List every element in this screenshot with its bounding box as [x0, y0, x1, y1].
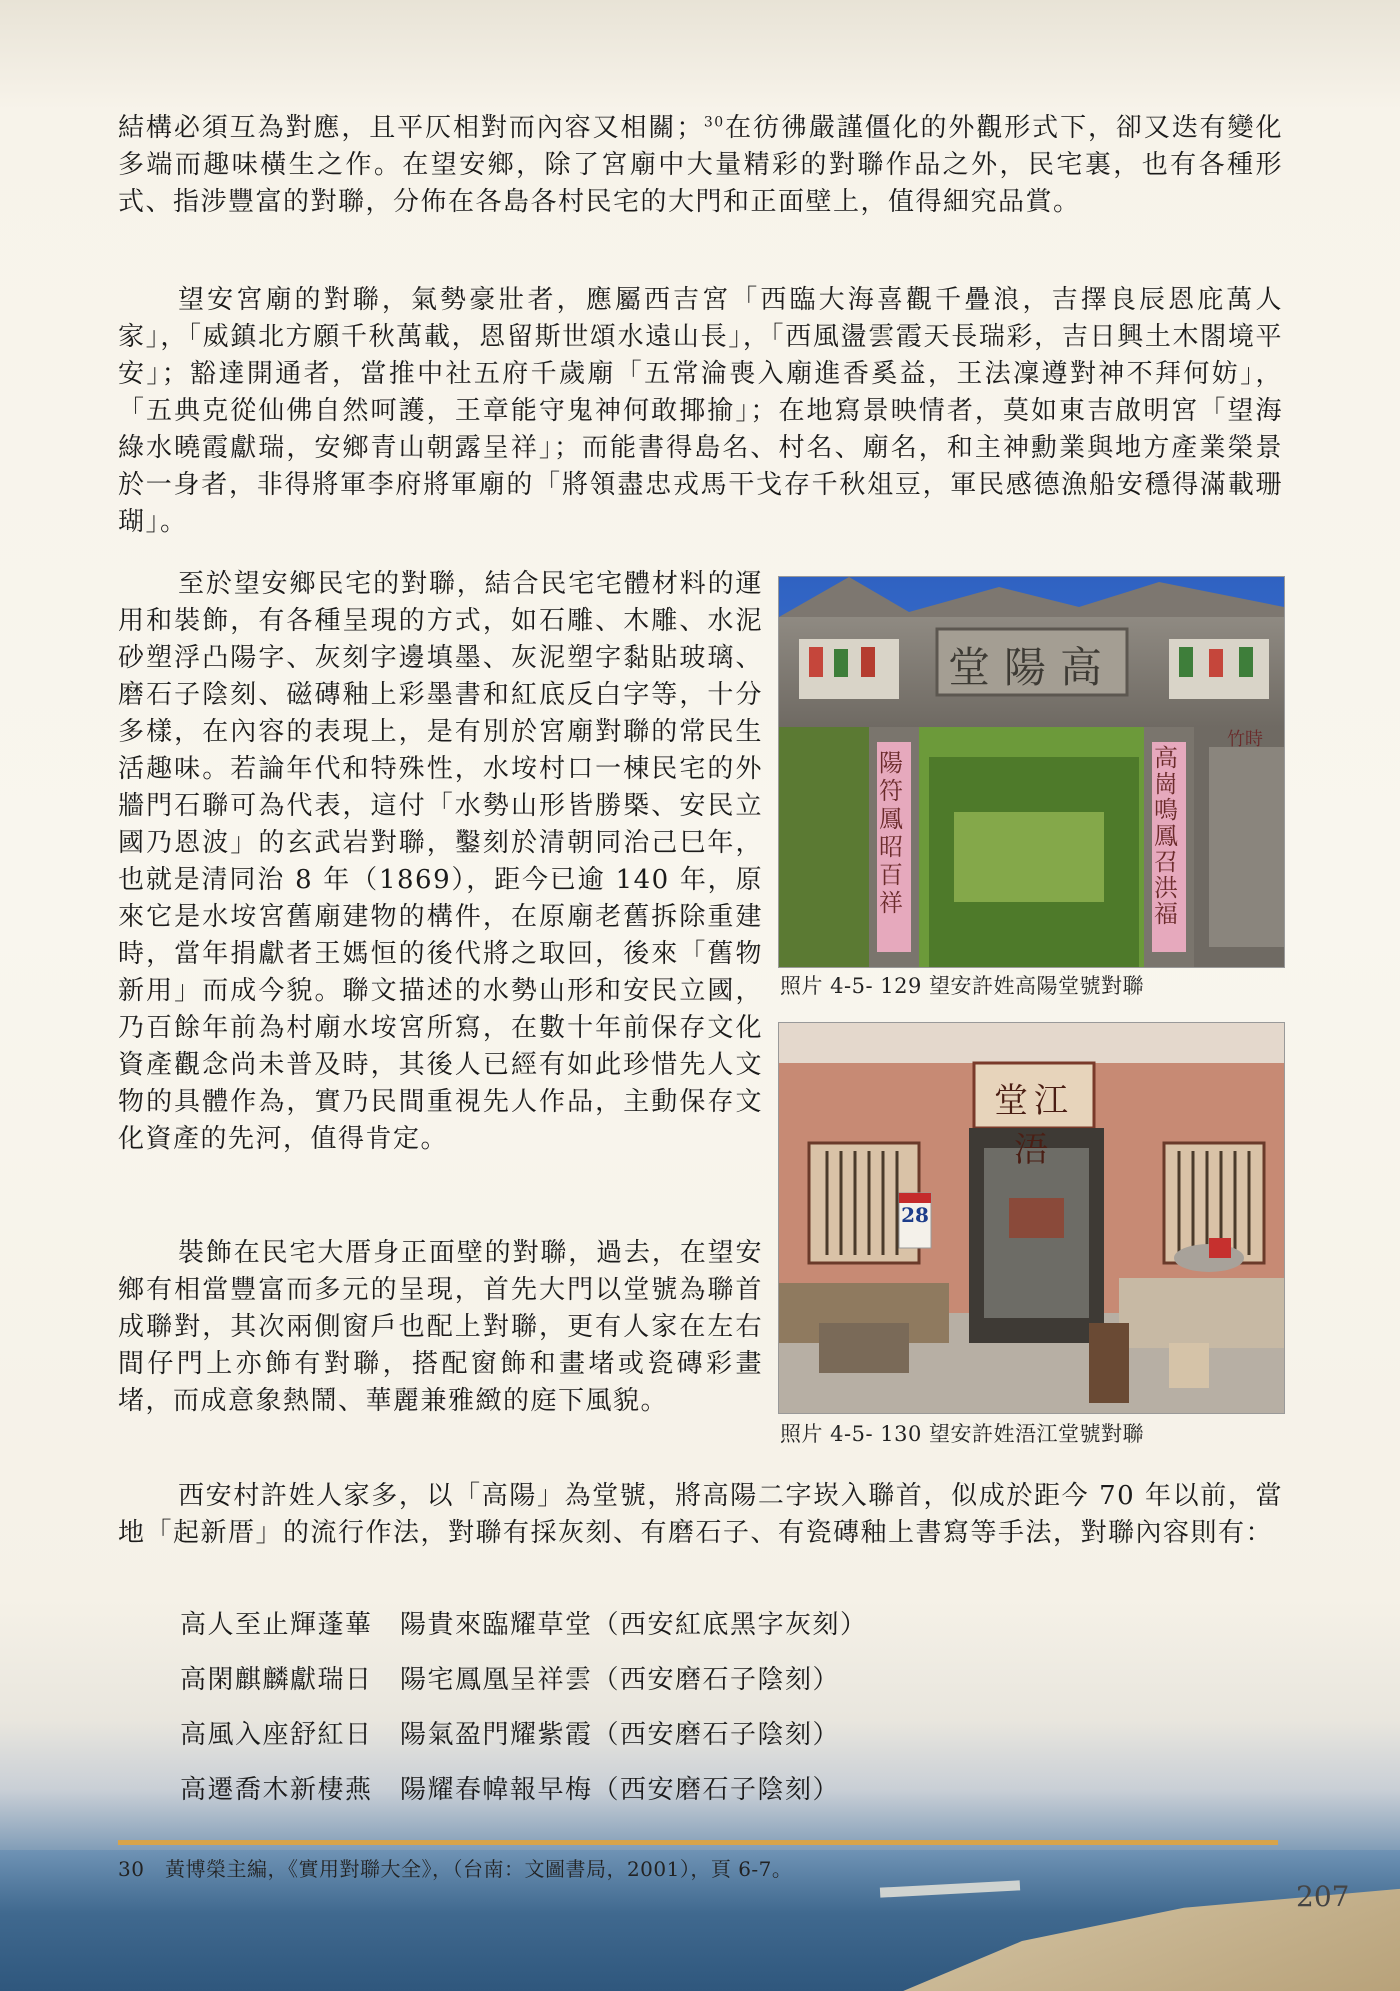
footnote-divider [118, 1840, 1278, 1845]
couplet-item: 高人至止輝蓬蓽 陽貴來臨耀草堂（西安紅底黑字灰刻） [180, 1610, 868, 1640]
couplet-item: 高閑麒麟獻瑞日 陽宅鳳凰呈祥雲（西安磨石子陰刻） [180, 1665, 841, 1695]
gate-left-couplet: 陽符鳳昭百祥 [879, 749, 903, 917]
photo-gaoyang-gate [778, 576, 1285, 968]
couplet-item: 高遷喬木新棲燕 陽耀春幃報早梅（西安磨石子陰刻） [180, 1775, 841, 1805]
calendar-day: 28 [901, 1203, 929, 1227]
page-number: 207 [1296, 1880, 1350, 1913]
paragraph-1-text: 結構必須互為對應，且平仄相對而內容又相關； [118, 113, 704, 143]
paragraph-3-text: 至於望安鄉民宅的對聯，結合民宅宅體材料的運用和裝飾，有各種呈現的方式，如石雕、木雕、水泥砂塑浮凸陽字、灰刻字邊填墨、灰泥塑字黏貼玻璃、磨石子陰刻、磁磚釉上彩墨書和紅底反白字等，十分多樣，在內容的表現上，是有別於宮廟對聯的常民生活趣味。若論年代和特殊性，水垵村口一棟民宅的外牆門石聯可為代表，這付「水勢山形皆勝槩、安民立國乃恩波」的玄武岩對聯，鑿刻於清朝同治己巳年，也就是清同治 8 年（1869），距今已逾 140 年，原來它是水垵宮舊廟建物的構件，在原廟老舊拆除重建時，當年捐獻者王媽恒的後代將之取回，後來「舊物新用」而成今貌。聯文描述的水勢山形和安民立國，乃百餘年前為村廟水垵宮所寫，在數十年前保存文化資產觀念尚未普及時，其後人已經有如此珍惜先人文物的具體作為，實乃民間重視先人作品，主動保存文化資產的先河，值得肯定。 [118, 569, 763, 1154]
couplet-list [180, 1604, 868, 1824]
paragraph-1 [118, 110, 1283, 221]
photo-1-caption: 照片 4-5- 129 望安許姓高陽堂號對聯 [780, 974, 1145, 998]
paragraph-4 [118, 1235, 763, 1420]
paragraph-2 [118, 282, 1283, 541]
photo-2-caption: 照片 4-5- 130 望安許姓浯江堂號對聯 [780, 1422, 1145, 1446]
paragraph-3 [118, 566, 763, 1158]
paragraph-5-text: 西安村許姓人家多，以「高陽」為堂號，將高陽二字崁入聯首，似成於距今 70 年以前，當地「起新厝」的流行作法，對聯有採灰刻、有磨石子、有瓷磚釉上書寫等手法，對聯內容則有： [118, 1481, 1283, 1548]
gate-right-couplet: 高崗鳴鳳召洪福 [1154, 744, 1178, 928]
paragraph-2-text: 望安宮廟的對聯，氣勢豪壯者，應屬西吉宮「西臨大海喜觀千疊浪，吉擇良辰恩庇萬人家」，「威鎮北方願千秋萬載，恩留斯世頌水遠山長」，「西風盪雲霞天長瑞彩，吉日興土木閤境平安」；豁達開通者，當推中社五府千歲廟「五常淪喪入廟進香奚益，王法凜遵對神不拜何妨」，「五典克從仙佛自然呵護，王章能守鬼神何敢揶揄」；在地寫景映情者，莫如東吉啟明宮「望海綠水曉霞獻瑞，安鄉青山朝露呈祥」；而能書得島名、村名、廟名，和主神勳業與地方產業榮景於一身者，非得將軍李府將軍廟的「將領盡忠戎馬干戈存千秋俎豆，軍民感德漁船安穩得滿載珊瑚」。 [118, 285, 1283, 537]
gate-plaque: 堂陽高 [947, 643, 1116, 692]
paragraph-5 [118, 1478, 1283, 1552]
paragraph-4-text: 裝飾在民宅大厝身正面壁的對聯，過去，在望安鄉有相當豐富而多元的呈現，首先大門以堂號為聯首成聯對，其次兩側窗戶也配上對聯，更有人家在左右間仔門上亦飾有對聯，搭配窗飾和畫堵或瓷磚彩畫堵，而成意象熱鬧、華麗兼雅緻的庭下風貌。 [118, 1238, 763, 1416]
photo-wujiang-house [778, 1022, 1285, 1414]
house-plaque: 堂江浯 [994, 1081, 1074, 1170]
couplet-item: 高風入座舒紅日 陽氣盈門耀紫霞（西安磨石子陰刻） [180, 1720, 841, 1750]
gate-corner-text: 竹時 [1227, 729, 1263, 750]
footnote-ref[interactable]: 30 [703, 114, 725, 131]
paragraph-1-text-rest: 在彷彿嚴謹僵化的外觀形式下，卻又迭有變化多端而趣味橫生之作。在望安鄉，除了宮廟中大量精彩的對聯作品之外，民宅裏，也有各種形式、指涉豐富的對聯，分佈在各島各村民宅的大門和正面壁上，值得細究品賞。 [118, 113, 1283, 217]
footnote: 30 黃博榮主編，《實用對聯大全》，（台南：文圖書局，2001），頁 6-7。 [118, 1857, 793, 1881]
